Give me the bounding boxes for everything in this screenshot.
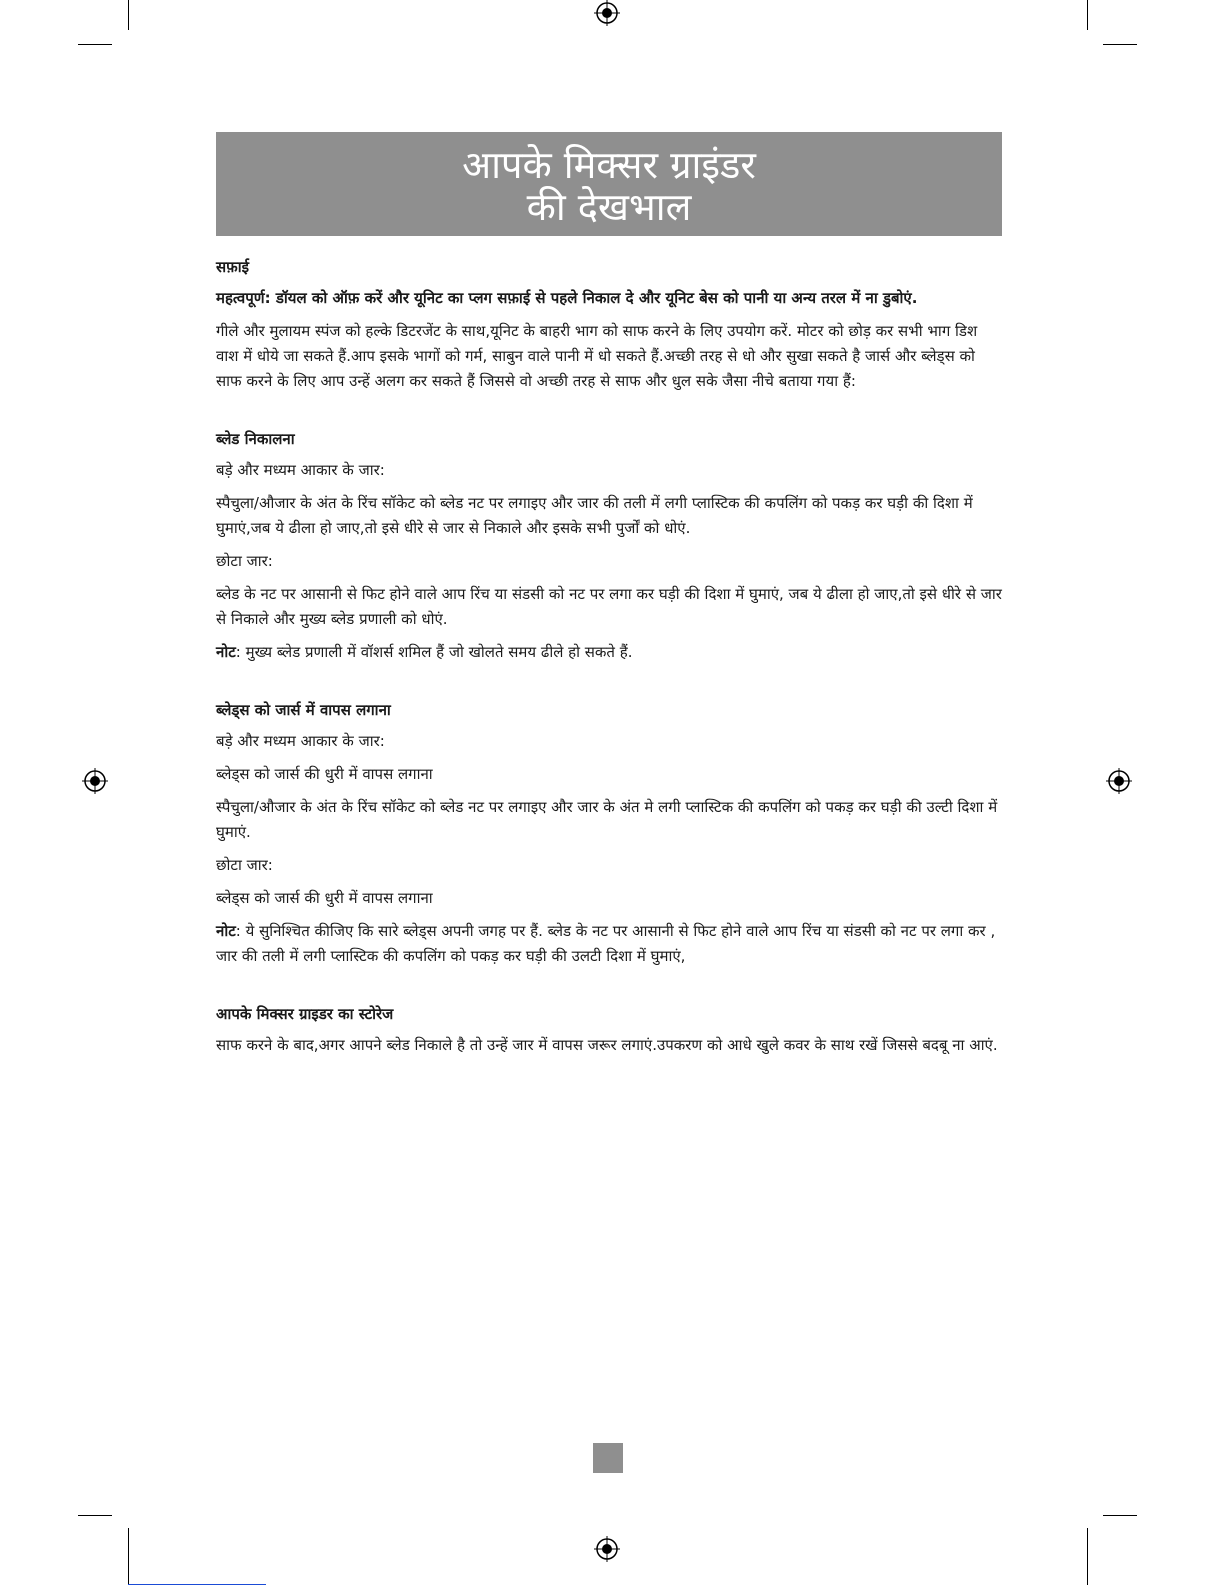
section-cleaning — [216, 256, 1002, 394]
title-line-1: आपके मिक्सर ग्राइंडर — [462, 143, 756, 187]
note — [216, 640, 1002, 665]
crop-mark — [78, 1515, 112, 1516]
paragraph: गीले और मुलायम स्पंज को हल्के डिटरजेंट के साथ,यूनिट के बाहरी भाग को साफ करने के लिए उपयोग करें. मोटर को छोड़ कर सभी भाग डिश वाश में धोये जा सकते हैं.आप इसके भागों को गर्म, साबुन वाले पानी में धो सकते हैं.अच्छी तरह से धो और सुखा सकते है जार्स और ब्लेड्स को साफ करने के लिए आप उन्हें अलग कर सकते हैं जिससे वो अच्छी तरह से साफ और धुल सके जैसा नीचे बताया गया हैं: — [216, 322, 978, 390]
crop-mark — [1087, 0, 1088, 30]
section-heading: ब्लेड निकालना — [216, 430, 295, 448]
note-label: नोट — [216, 922, 236, 940]
registration-mark-icon — [594, 1536, 620, 1562]
section-storage — [216, 1003, 1002, 1058]
registration-mark-icon — [1106, 768, 1132, 794]
crop-mark — [1103, 1515, 1137, 1516]
section-heading: सफ़ाई — [216, 258, 249, 276]
crop-mark — [128, 1528, 129, 1585]
paragraph: ब्लेड के नट पर आसानी से फिट होने वाले आप रिंच या संडसी को नट पर लगा कर घड़ी की दिशा में घुमाएं, जब ये ढीला हो जाए,तो इसे धीरे से जार से निकाले और मुख्य ब्लेड प्रणाली को धोएं. — [216, 585, 1002, 628]
paragraph: ब्लेड्स को जार्स की धुरी में वापस लगाना — [216, 889, 433, 907]
paragraph: स्पैचुला/औजार के अंत के रिंच सॉकेट को ब्लेड नट पर लगाइए और जार की तली में लगी प्लास्टिक की कपलिंग को पकड़ कर घड़ी की दिशा में घुमाएं,जब ये ढीला हो जाए,तो इसे धीरे से जार से निकाले और इसके सभी पुर्जों को धोएं. — [216, 494, 973, 537]
subheading: छोटा जार: — [216, 552, 273, 570]
note-label: नोट — [216, 643, 236, 661]
registration-mark-icon — [82, 768, 108, 794]
crop-mark — [128, 0, 129, 30]
paragraph: स्पैचुला/औजार के अंत के रिंच सॉकेट को ब्लेड नट पर लगाइए और जार के अंत मे लगी प्लास्टिक की कपलिंग को पकड़ कर घड़ी की उल्टी दिशा में घुमाएं. — [216, 798, 998, 841]
note-text: : मुख्य ब्लेड प्रणाली में वॉशर्स शमिल हैं जो खोलते समय ढीले हो सकते हैं. — [235, 643, 633, 661]
note-text: : ये सुनिश्चित कीजिए कि सारे ब्लेड्स अपनी जगह पर हैं. ब्लेड के नट पर आसानी से फिट होने वाले आप रिंच या संडसी को नट पर लगा कर , जार की तली में लगी प्लास्टिक की कपलिंग को पकड़ कर घड़ी की उलटी दिशा में घुमाएं, — [216, 922, 996, 965]
subheading: बड़े और मध्यम आकार के जार: — [216, 732, 385, 750]
section-blade-refit — [216, 699, 1002, 969]
paragraph: ब्लेड्स को जार्स की धुरी में वापस लगाना — [216, 765, 433, 783]
page-content — [216, 132, 1002, 1066]
crop-mark — [1087, 1528, 1088, 1585]
title-banner — [216, 132, 1002, 236]
note — [216, 919, 1002, 969]
crop-mark — [1103, 44, 1137, 45]
section-heading: आपके मिक्सर ग्राइडर का स्टोरेज — [216, 1005, 394, 1023]
title-line-2: की देखभाल — [526, 185, 692, 229]
page-number-box — [593, 1443, 623, 1473]
paragraph: साफ करने के बाद,अगर आपने ब्लेड निकाले है तो उन्हें जार में वापस जरूर लगाएं.उपकरण को आधे खुले कवर के साथ रखें जिससे बदबू ना आएं. — [216, 1036, 998, 1054]
section-heading: ब्लेड्स को जार्स में वापस लगाना — [216, 701, 391, 719]
important-notice: महत्वपूर्ण: डॉयल को ऑफ़ करें और यूनिट का प्लग सफ़ाई से पहले निकाल दे और यूनिट बेस को पानी या अन्य तरल में ना डुबोएं. — [216, 289, 918, 307]
subheading: बड़े और मध्यम आकार के जार: — [216, 461, 385, 479]
section-blade-removal — [216, 428, 1002, 665]
subheading: छोटा जार: — [216, 856, 273, 874]
crop-mark — [78, 44, 112, 45]
registration-mark-icon — [594, 0, 620, 26]
